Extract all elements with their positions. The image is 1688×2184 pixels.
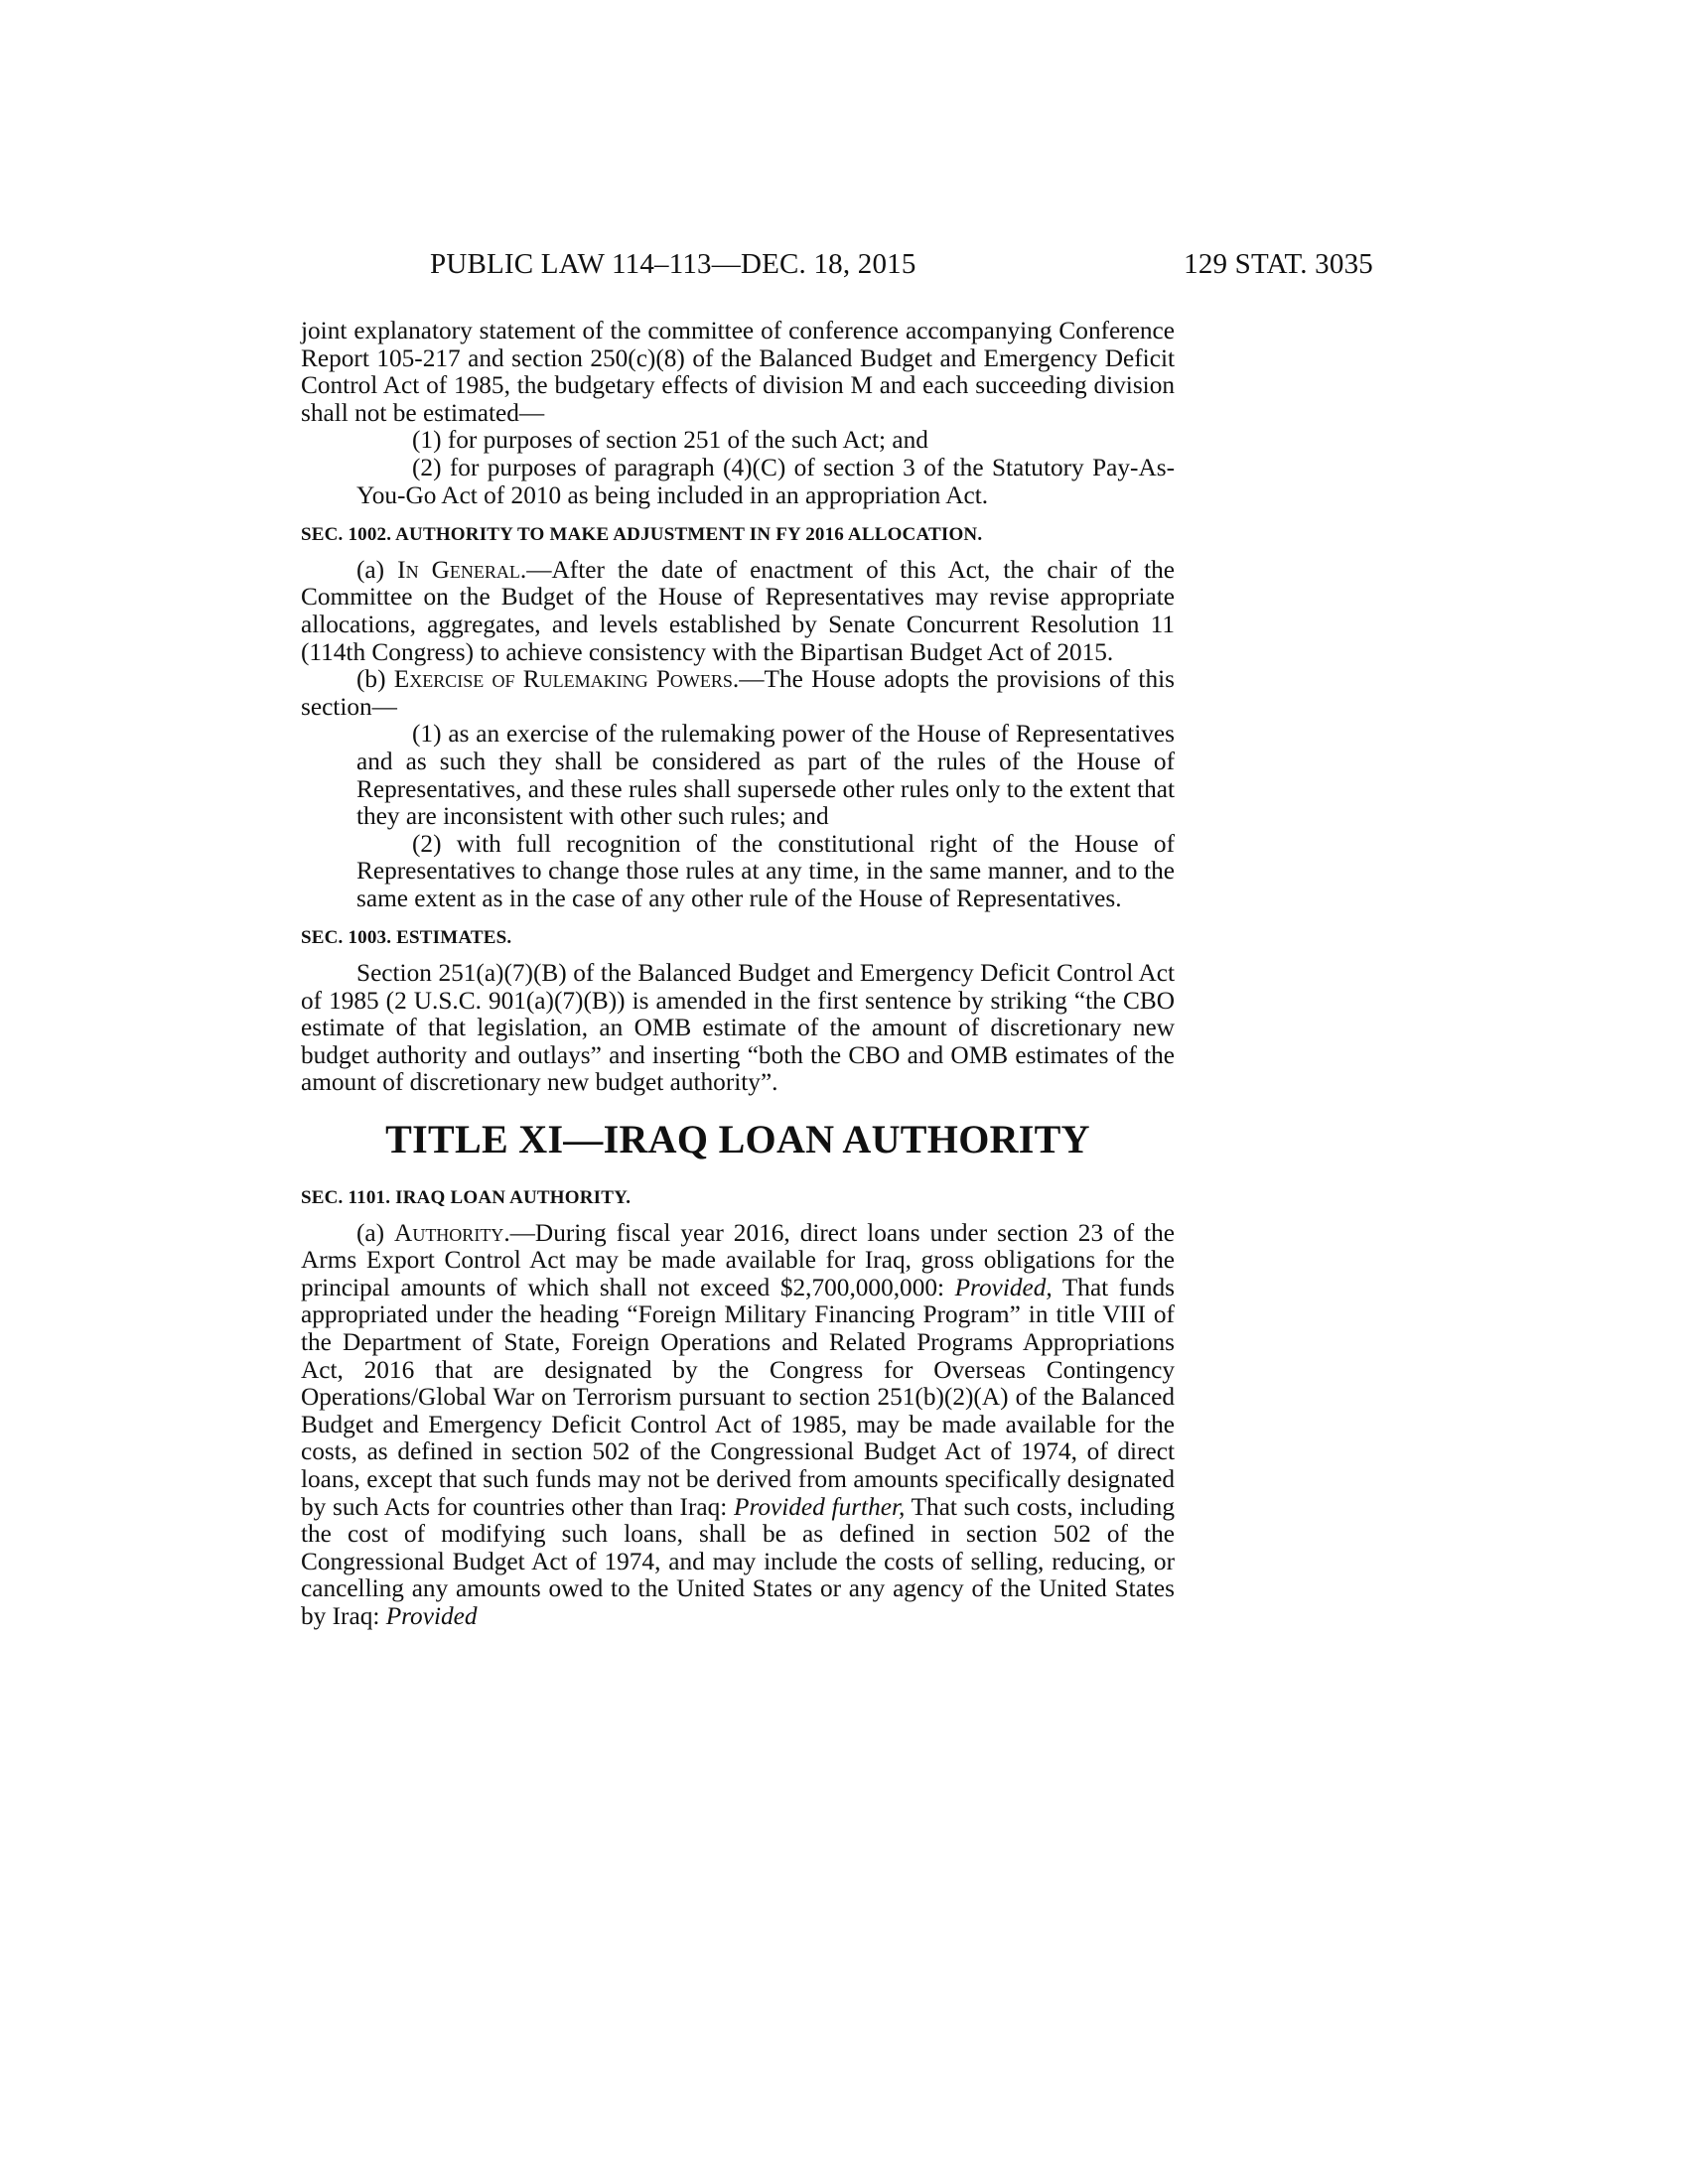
proviso-2: Provided further,: [734, 1492, 906, 1521]
title-xi-heading: TITLE XI—IRAQ LOAN AUTHORITY: [385, 1117, 1090, 1162]
sec-1003-heading: SEC. 1003. ESTIMATES.: [301, 927, 512, 949]
proviso-3: Provided: [385, 1601, 478, 1630]
intro-item-2: (2) for purposes of paragraph (4)(C) of section 3 of the Statutory Pay-As-You-Go Act of 2010 as being included in an appropriation Act.: [356, 453, 1175, 509]
subsection-b-caption: Exercise of Rulemaking Powers: [393, 665, 733, 694]
intro-item-1: (1) for purposes of section 251 of the such Act; and: [412, 426, 928, 455]
sec-1101-text-2: That funds appropriated under the heading “Foreign Military Financing Program” in title VIII of the Department of State, Foreign Operations and Related Programs Appropriations Act, 2016 that are designated by the Congress for Overseas Contingency Operations/Global War on Terrorism pursuant to section 251(b)(2)(A) of the Balanced Budget and Emergency Deficit Control Act of 1985, may be made available for the costs, as defined in section 502 of the Congressional Budget Act of 1974, of direct loans, except that such funds may not be derived from amounts specifically designated by such Acts for countries other than Iraq:: [301, 1273, 1175, 1521]
sec-1002-subsection-a: [301, 557, 1175, 666]
sec-1002-item-2: (2) with full recognition of the constitutional right of the House of Representatives to change those rules at any time, in the same manner, and to the same extent as in the case of any other rule of the House of Representatives.: [356, 829, 1175, 912]
sec-1101-text-1: .—During fiscal year 2016, direct loans under section 23 of the Arms Export Control Act may be made available for Iraq, gross obligations for the principal amounts of which shall not exceed $2,700,000,000:: [301, 1218, 1175, 1301]
sec-1101-a-caption: Authority: [394, 1218, 504, 1247]
proviso-1: Provided,: [954, 1273, 1053, 1301]
sec-1003-paragraph: Section 251(a)(7)(B) of the Balanced Budget and Emergency Deficit Control Act of 1985 (2 U.S.C. 901(a)(7)(B)) is amended in the first sentence by striking “the CBO estimate of that legislation, an OMB estimate of the amount of discretionary new budget authority and outlays” and inserting “both the CBO and OMB estimates of the amount of discretionary new budget authority”.: [301, 959, 1175, 1097]
intro-paragraph: joint explanatory statement of the committee of conference accompanying Conference Report 105-217 and section 250(c)(8) of the Balanced Budget and Emergency Deficit Control Act of 1985, the budgetary effects of division M and each succeeding division shall not be estimated—: [301, 317, 1175, 427]
subsection-a-label: (a): [356, 555, 398, 584]
running-header: [301, 248, 1373, 292]
subsection-a-text: .—After the date of enactment of this Act, the chair of the Committee on the Budget of the House of Representatives may revise appropriate allocations, aggregates, and levels established by Senate Concurrent Resolution 11 (114th Congress) to achieve consistency with the Bipartisan Budget Act of 2015.: [301, 555, 1175, 666]
sec-1101-heading: SEC. 1101. IRAQ LOAN AUTHORITY.: [301, 1187, 632, 1209]
page-folio: 129 STAT. 3035: [1184, 248, 1373, 280]
subsection-b-text: .—The House adopts the provisions of this section—: [301, 665, 1175, 721]
subsection-b-label: (b): [356, 665, 394, 694]
sec-1002-heading: SEC. 1002. AUTHORITY TO MAKE ADJUSTMENT IN FY 2016 ALLOCATION.: [301, 524, 983, 546]
sec-1101-a-label: (a): [356, 1218, 395, 1247]
subsection-a-caption: In General: [397, 555, 520, 584]
sec-1002-subsection-b: [301, 666, 1175, 721]
document-body: [301, 318, 1175, 1631]
header-title: PUBLIC LAW 114–113—DEC. 18, 2015: [430, 248, 916, 280]
page: [301, 248, 1373, 1630]
sec-1101-text-3: That such costs, including the cost of modifying such loans, shall be as defined in section 502 of the Congressional Budget Act of 1974, and may include the costs of selling, reducing, or cancelling any amounts owed to the United States or any agency of the United States by Iraq:: [301, 1492, 1175, 1630]
sec-1002-item-1: (1) as an exercise of the rulemaking power of the House of Representatives and as such they shall be considered as part of the rules of the House of Representatives, and these rules shall supersede other rules only to the extent that they are inconsistent with other such rules; and: [356, 720, 1176, 831]
sec-1101-subsection-a: [301, 1220, 1175, 1631]
